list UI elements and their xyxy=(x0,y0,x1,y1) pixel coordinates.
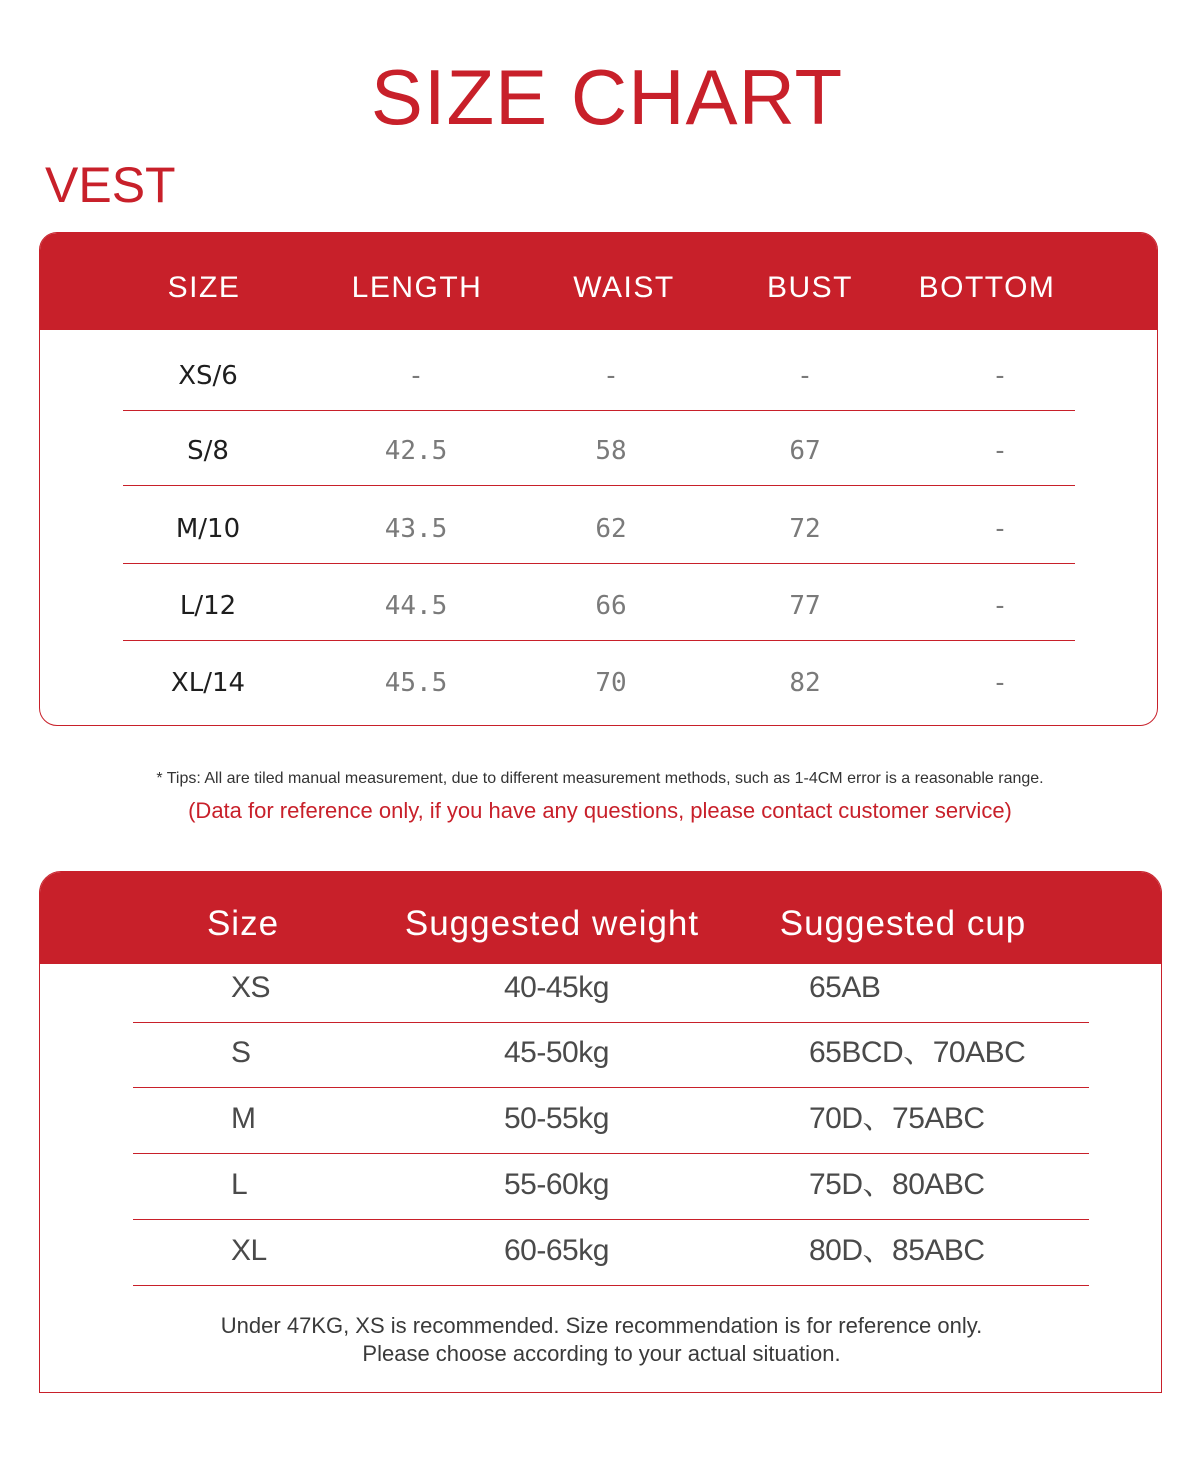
length-cell: 43.5 xyxy=(384,514,448,544)
measurement-tip: * Tips: All are tiled manual measurement, due to different measurement methods, such as 1-4CM error is a reasonable range. xyxy=(156,770,1044,787)
page-title: SIZE CHART xyxy=(370,53,844,141)
size-cell: XS/6 xyxy=(178,361,238,391)
row-divider xyxy=(133,1219,1089,1220)
length-cell: 42.5 xyxy=(384,436,448,466)
section-title-vest: VEST xyxy=(45,157,176,213)
header-bottom: BOTTOM xyxy=(918,271,1056,304)
waist-cell: - xyxy=(603,361,619,391)
table-row xyxy=(123,643,1075,718)
table-row xyxy=(123,489,1075,564)
size-cell: XL/14 xyxy=(170,668,246,698)
size-cell: XS xyxy=(231,971,271,1004)
bottom-cell: - xyxy=(992,436,1008,466)
waist-cell: 66 xyxy=(595,591,627,621)
bottom-cell: - xyxy=(992,591,1008,621)
bottom-cell: - xyxy=(992,361,1008,391)
bottom-cell: - xyxy=(992,668,1008,698)
weight-table-header xyxy=(40,872,1161,964)
table-row xyxy=(123,566,1075,641)
vest-size-table xyxy=(39,232,1158,726)
length-cell: 45.5 xyxy=(384,668,448,698)
note-line-1: Under 47KG, XS is recommended. Size recommendation is for reference only. xyxy=(220,1313,983,1338)
waist-cell: 58 xyxy=(595,436,627,466)
size-cell: M/10 xyxy=(175,514,241,544)
row-divider xyxy=(123,563,1075,564)
bust-cell: 67 xyxy=(789,436,821,466)
bust-cell: 72 xyxy=(789,514,821,544)
weight-cell: 45-50kg xyxy=(504,1036,609,1069)
cup-cell: 65BCD、70ABC xyxy=(809,1036,1026,1069)
header-waist: WAIST xyxy=(573,271,675,304)
vest-table-header xyxy=(40,233,1157,330)
size-cell: L/12 xyxy=(179,591,237,621)
weight-cell: 50-55kg xyxy=(504,1102,609,1135)
length-cell: - xyxy=(408,361,424,391)
weight-cup-table xyxy=(39,871,1162,1393)
weight-cell: 40-45kg xyxy=(504,971,609,1004)
table-row xyxy=(123,411,1075,486)
weight-cell: 60-65kg xyxy=(504,1234,609,1267)
header-suggested-cup: Suggested cup xyxy=(779,904,1027,943)
waist-cell: 62 xyxy=(595,514,627,544)
bust-cell: 77 xyxy=(789,591,821,621)
size-cell: M xyxy=(231,1102,256,1135)
bust-cell: - xyxy=(797,361,813,391)
size-cell: S xyxy=(231,1036,251,1069)
table-row xyxy=(133,958,1089,1023)
reference-note: (Data for reference only, if you have any questions, please contact customer service) xyxy=(188,798,1012,823)
row-divider xyxy=(133,1153,1089,1154)
cup-cell: 80D、85ABC xyxy=(809,1234,985,1267)
header-bust: BUST xyxy=(766,271,854,304)
table-row xyxy=(133,1023,1089,1088)
length-cell: 44.5 xyxy=(384,591,448,621)
weight-cell: 55-60kg xyxy=(504,1168,609,1201)
bust-cell: 82 xyxy=(789,668,821,698)
table-row xyxy=(133,1221,1089,1286)
size-cell: L xyxy=(231,1168,248,1201)
row-divider xyxy=(133,1087,1089,1088)
size-recommendation-note xyxy=(40,1312,1162,1368)
note-line-2: Please choose according to your actual situation. xyxy=(362,1341,841,1366)
row-divider xyxy=(123,640,1075,641)
row-divider xyxy=(133,1285,1089,1286)
cup-cell: 70D、75ABC xyxy=(809,1102,985,1135)
table-row xyxy=(123,336,1075,411)
size-cell: S/8 xyxy=(187,436,229,466)
table-row xyxy=(133,1089,1089,1154)
bottom-cell: - xyxy=(992,514,1008,544)
table-row xyxy=(133,1155,1089,1220)
header-size: Size xyxy=(206,904,280,943)
header-size: SIZE xyxy=(167,271,241,304)
size-cell: XL xyxy=(231,1234,267,1267)
cup-cell: 75D、80ABC xyxy=(809,1168,985,1201)
waist-cell: 70 xyxy=(595,668,627,698)
cup-cell: 65AB xyxy=(809,971,881,1004)
header-length: LENGTH xyxy=(351,271,483,304)
row-divider xyxy=(123,485,1075,486)
header-suggested-weight: Suggested weight xyxy=(404,904,700,943)
